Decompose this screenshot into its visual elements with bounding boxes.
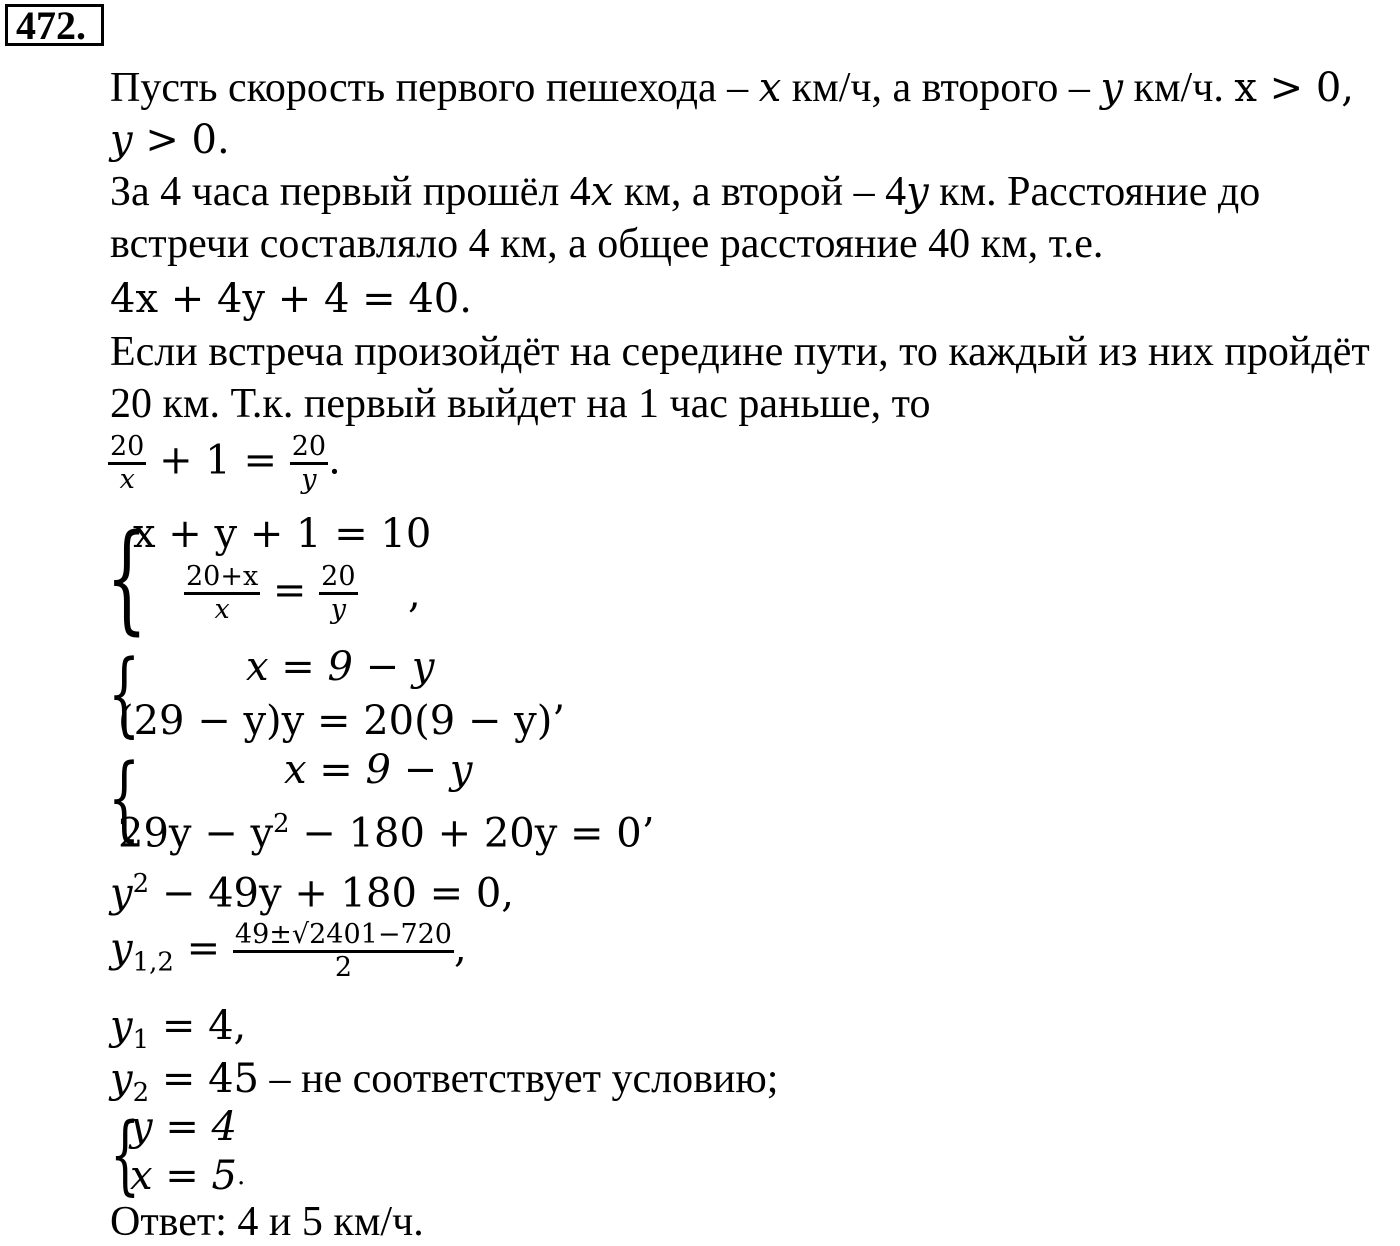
equation-4 (110, 920, 467, 987)
numerator: 20 (290, 432, 328, 465)
var-y: y (110, 870, 133, 917)
period: . (236, 1161, 246, 1191)
equals: = (173, 925, 233, 972)
condition-x: x > 0, (1234, 65, 1354, 111)
fraction-20plusx-over-x (184, 562, 260, 625)
system-2-row-1: x = 9 − y (246, 644, 435, 690)
paragraph-1-line-2 (110, 116, 230, 164)
equation-2 (108, 432, 341, 495)
denominator: y (330, 594, 346, 625)
note-text: – не соответствует условию; (259, 1056, 779, 1102)
equation-3 (110, 860, 514, 917)
system-4-row-1: y = 4 (130, 1104, 237, 1150)
var-x: x (758, 65, 782, 111)
fraction-20-over-y (319, 562, 357, 625)
fraction-20-over-y (290, 432, 328, 495)
text-segment: Пусть скорость первого пешехода – (110, 65, 759, 111)
subscript: 1 (132, 1025, 150, 1055)
text-segment: км/ч. (1123, 65, 1235, 111)
system-2-row-2 (118, 697, 565, 745)
paragraph-2-line-1 (110, 168, 1260, 216)
fraction-discriminant (233, 920, 454, 983)
paragraph-1-line-1 (110, 64, 1354, 112)
equation-1: 4x + 4y + 4 = 40. (110, 276, 472, 322)
exponent: 2 (132, 869, 150, 899)
system-2-brace: { (108, 640, 141, 747)
paragraph-3-line-2: 20 км. Т.к. первый выйдет на 1 час раньше, то (110, 381, 931, 427)
equation-middle: + 1 = (146, 437, 290, 484)
comma: ’ (552, 698, 566, 744)
var-y: y (110, 117, 133, 163)
equation-text: (29 − y)y = 20(9 − y) (118, 698, 553, 744)
subscript: 1,2 (132, 947, 174, 978)
answer: Ответ: 4 и 5 км/ч. (110, 1199, 424, 1245)
system-1-row-2 (184, 562, 358, 625)
denominator: y (301, 464, 317, 495)
var-y: y (110, 1003, 133, 1049)
condition-y: > 0. (132, 117, 230, 163)
equation-text: = 45 (149, 1056, 259, 1102)
system-3-row-1: x = 9 − y (284, 747, 473, 793)
numerator: 20+x (184, 562, 260, 595)
numerator: 20 (108, 432, 146, 465)
exponent: 2 (273, 809, 290, 839)
equation-text: x = 5 (130, 1153, 237, 1199)
text-segment: км/ч, а второго – (781, 65, 1101, 111)
paragraph-2-line-2: встречи составляло 4 км, а общее расстояние 40 км, т.е. (110, 221, 1104, 267)
denominator: x (119, 464, 135, 495)
equation-text: − 180 + 20y = 0 (289, 810, 642, 857)
denominator: x (214, 594, 230, 625)
comma: ’ (641, 810, 655, 857)
problem-number: 472. (5, 4, 104, 46)
paragraph-3-line-1: Если встреча произойдёт на середине пути, то каждый из них пройдёт (110, 329, 1370, 375)
var-y: y (110, 925, 133, 972)
system-3-row-2 (118, 800, 654, 857)
period: . (328, 437, 341, 484)
fraction-20-over-x (108, 432, 146, 495)
var-y: y (906, 169, 929, 215)
comma: , (453, 925, 467, 972)
system-1-row-1: x + y + 1 = 10 (133, 511, 432, 557)
text-segment: км. Расстояние до (928, 169, 1261, 215)
system-3-brace: { (108, 744, 141, 851)
equals: = (260, 567, 320, 614)
denominator: 2 (334, 952, 353, 983)
var-x: x (590, 169, 614, 215)
numerator: 49±√2401−720 (233, 920, 454, 953)
system-4-brace: { (110, 1105, 141, 1205)
system-1-brace: { (106, 508, 148, 646)
subscript: 2 (132, 1078, 150, 1108)
equation-text: − 49y + 180 = 0, (149, 870, 514, 917)
system-1-comma: , (408, 571, 421, 617)
var-y: y (110, 1056, 133, 1102)
text-segment: За 4 часа первый прошёл 4 (110, 169, 591, 215)
numerator: 20 (319, 562, 357, 595)
equation-text: = 4, (149, 1003, 247, 1049)
equation-text: 29y − y (118, 810, 274, 857)
system-4-row-2 (130, 1152, 245, 1200)
var-y: y (1100, 65, 1124, 111)
text-segment: км, а второй – 4 (613, 169, 907, 215)
